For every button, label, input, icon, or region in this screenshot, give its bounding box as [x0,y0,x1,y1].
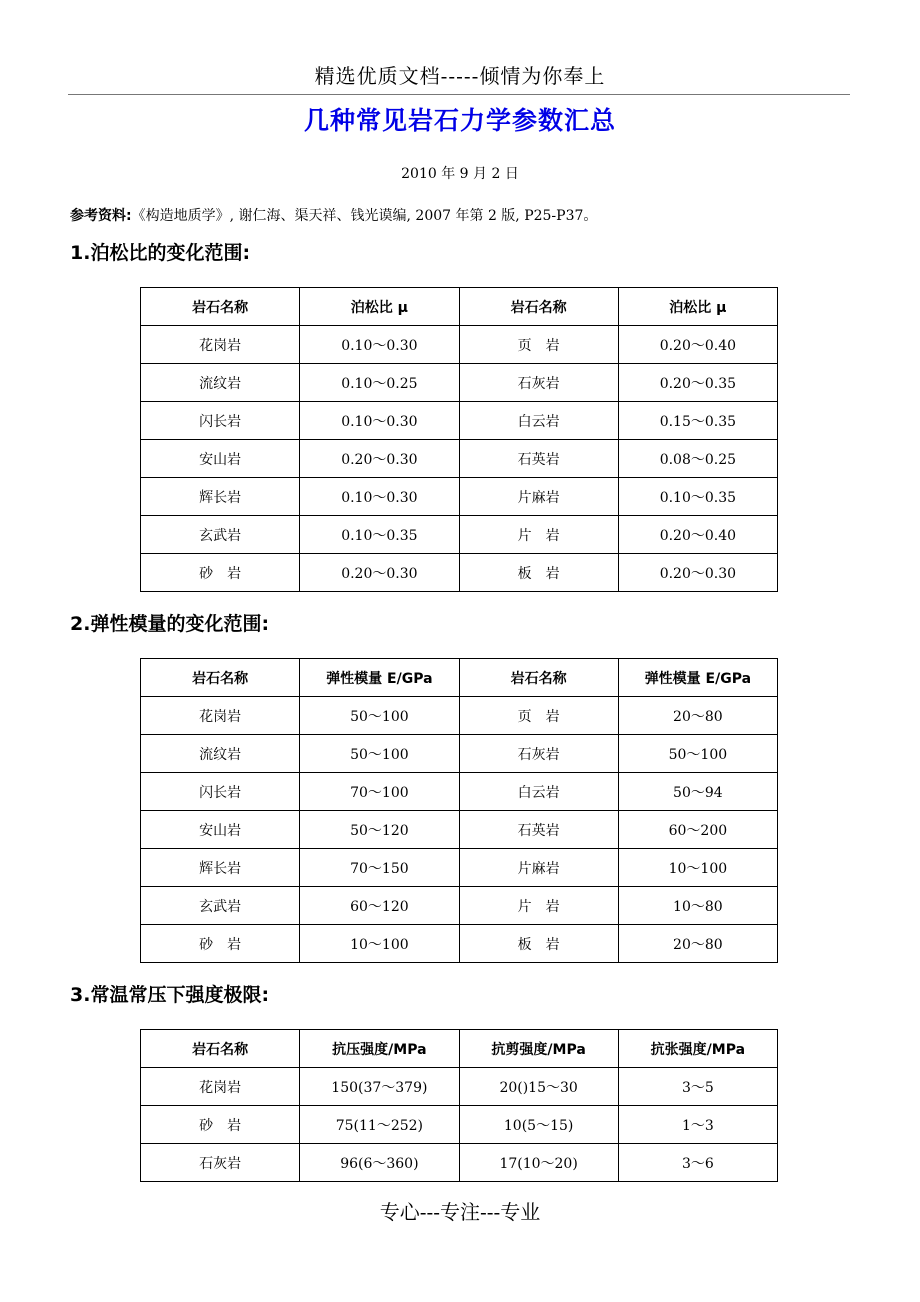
value-cell: 3～5 [618,1068,777,1106]
rock-name-cell: 板 岩 [459,925,618,963]
data-table [140,658,778,963]
table-row [141,1106,778,1144]
value-cell: 3～6 [618,1144,777,1182]
rock-name-cell: 玄武岩 [141,887,300,925]
value-cell: 10～100 [300,925,459,963]
column-header: 岩石名称 [141,288,300,326]
data-table [140,287,778,592]
value-cell: 0.20～0.30 [300,554,459,592]
rock-name-cell: 闪长岩 [141,402,300,440]
value-cell: 10～80 [618,887,777,925]
column-header: 岩石名称 [459,659,618,697]
value-cell: 0.10～0.30 [300,478,459,516]
section-heading: 1.泊松比的变化范围: [70,242,251,264]
rock-name-cell: 闪长岩 [141,773,300,811]
table-row [141,849,778,887]
reference-text: 《构造地质学》, 谢仁海、渠天祥、钱光谟编, 2007 年第 2 版, P25-P37。 [131,208,598,224]
value-cell: 50～100 [300,735,459,773]
table-row [141,735,778,773]
value-cell: 0.20～0.35 [618,364,777,402]
value-cell: 75(11～252) [300,1106,459,1144]
table-row [141,773,778,811]
rock-name-cell: 白云岩 [459,773,618,811]
column-header: 弹性模量 E/GPa [300,659,459,697]
document-title: 几种常见岩石力学参数汇总 [303,106,616,135]
value-cell: 70～100 [300,773,459,811]
value-cell: 150(37～379) [300,1068,459,1106]
value-cell: 50～100 [300,697,459,735]
value-cell: 0.20～0.40 [618,326,777,364]
column-header: 岩石名称 [459,288,618,326]
rock-name-cell: 石灰岩 [459,735,618,773]
rock-name-cell: 片 岩 [459,887,618,925]
value-cell: 1～3 [618,1106,777,1144]
rock-name-cell: 片麻岩 [459,849,618,887]
table-row [141,925,778,963]
value-cell: 0.10～0.30 [300,326,459,364]
page-footer: 专心---专注---专业 [379,1200,541,1224]
rock-name-cell: 花岗岩 [141,326,300,364]
rock-name-cell: 片 岩 [459,516,618,554]
table-row [141,364,778,402]
table-row [141,516,778,554]
value-cell: 20()15～30 [459,1068,618,1106]
value-cell: 0.10～0.35 [618,478,777,516]
rock-name-cell: 砂 岩 [141,1106,300,1144]
table-row [141,811,778,849]
column-header: 泊松比 μ [300,288,459,326]
column-header: 泊松比 μ [618,288,777,326]
table-row [141,1068,778,1106]
value-cell: 50～100 [618,735,777,773]
value-cell: 70～150 [300,849,459,887]
value-cell: 50～120 [300,811,459,849]
table-row [141,440,778,478]
column-header: 岩石名称 [141,659,300,697]
document-date: 2010 年 9 月 2 日 [401,166,519,182]
table-row [141,326,778,364]
page-header: 精选优质文档-----倾情为你奉上 [314,64,606,88]
rock-name-cell: 页 岩 [459,326,618,364]
table-row [141,402,778,440]
value-cell: 0.10～0.35 [300,516,459,554]
table-header-row [141,659,778,697]
value-cell: 96(6～360) [300,1144,459,1182]
rock-name-cell: 花岗岩 [141,697,300,735]
rock-name-cell: 安山岩 [141,811,300,849]
table-row [141,697,778,735]
header-divider [68,94,850,95]
rock-name-cell: 辉长岩 [141,478,300,516]
value-cell: 17(10～20) [459,1144,618,1182]
rock-name-cell: 流纹岩 [141,364,300,402]
column-header: 弹性模量 E/GPa [618,659,777,697]
table-row [141,887,778,925]
rock-name-cell: 流纹岩 [141,735,300,773]
rock-name-cell: 石英岩 [459,811,618,849]
value-cell: 50～94 [618,773,777,811]
rock-name-cell: 玄武岩 [141,516,300,554]
rock-name-cell: 石英岩 [459,440,618,478]
rock-name-cell: 片麻岩 [459,478,618,516]
value-cell: 60～200 [618,811,777,849]
rock-name-cell: 砂 岩 [141,925,300,963]
rock-name-cell: 砂 岩 [141,554,300,592]
value-cell: 10(5～15) [459,1106,618,1144]
value-cell: 10～100 [618,849,777,887]
rock-name-cell: 板 岩 [459,554,618,592]
column-header: 抗压强度/MPa [300,1030,459,1068]
data-table [140,1029,778,1182]
rock-name-cell: 页 岩 [459,697,618,735]
value-cell: 0.10～0.30 [300,402,459,440]
value-cell: 0.08～0.25 [618,440,777,478]
rock-name-cell: 石灰岩 [141,1144,300,1182]
reference-label: 参考资料: [70,208,132,224]
rock-name-cell: 安山岩 [141,440,300,478]
value-cell: 0.20～0.30 [618,554,777,592]
table-row [141,1144,778,1182]
rock-name-cell: 花岗岩 [141,1068,300,1106]
table-row [141,554,778,592]
rock-name-cell: 辉长岩 [141,849,300,887]
value-cell: 20～80 [618,697,777,735]
table-header-row [141,288,778,326]
value-cell: 20～80 [618,925,777,963]
section-heading: 2.弹性模量的变化范围: [70,613,270,635]
table-row [141,478,778,516]
value-cell: 60～120 [300,887,459,925]
rock-name-cell: 石灰岩 [459,364,618,402]
column-header: 岩石名称 [141,1030,300,1068]
section-heading: 3.常温常压下强度极限: [70,984,270,1006]
value-cell: 0.20～0.30 [300,440,459,478]
table-header-row [141,1030,778,1068]
column-header: 抗张强度/MPa [618,1030,777,1068]
value-cell: 0.10～0.25 [300,364,459,402]
column-header: 抗剪强度/MPa [459,1030,618,1068]
rock-name-cell: 白云岩 [459,402,618,440]
value-cell: 0.20～0.40 [618,516,777,554]
reference-line [70,205,870,225]
value-cell: 0.15～0.35 [618,402,777,440]
